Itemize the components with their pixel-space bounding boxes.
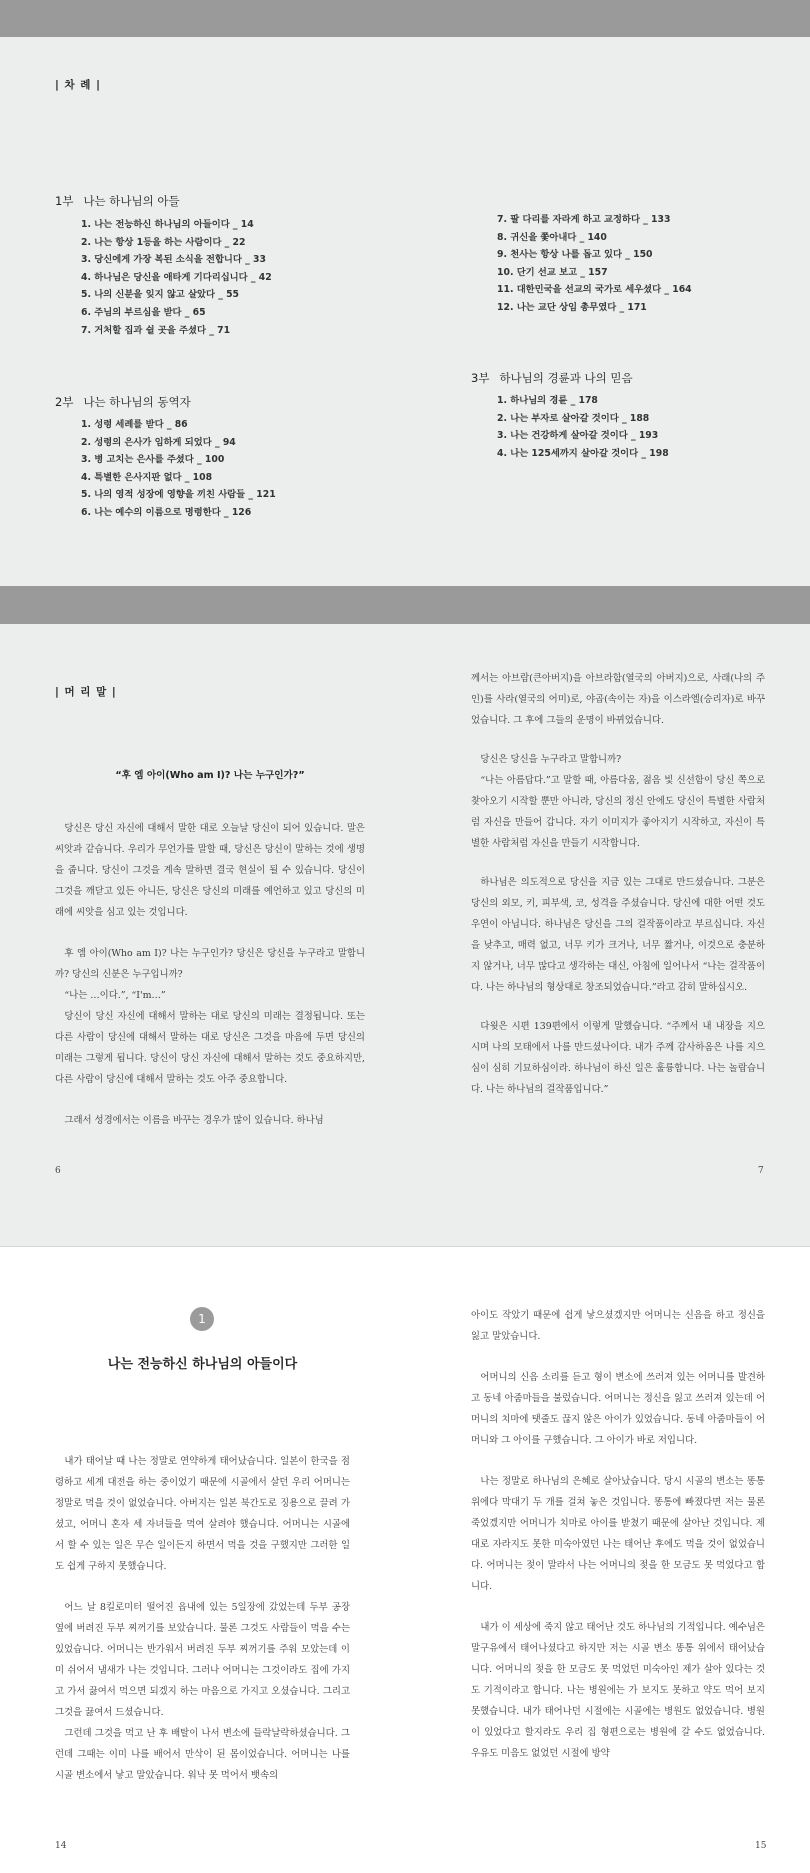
toc-item[interactable]: 7. 거처할 집과 쉴 곳을 주셨다 _ 71: [81, 324, 231, 336]
paragraph: 어느 날 8킬로미터 떨어진 읍내에 있는 5일장에 갔었는데 두부 공장 옆에 버려진 두부 찌꺼기를 보았습니다. 물론 그것도 사람들이 먹을 수는 있었습니다. 어머니는 반가워서 버려진 두부 찌꺼기를 주워 모았는데 이미 쉬어서 냄새가 나는 것입니다. 그러나 어머니는 그것이라도 집에 가지고 가서 끓여서 먹으면 되겠지 하는 마음으로 가지고 오셨습니다. 그리고 그것을 끓여서 드셨습니다.: [55, 1602, 350, 1718]
preface-quote-title: “후 엠 아이(Who am I)? 나는 누구인가?”: [115, 770, 305, 781]
paragraph: 아이도 작았기 때문에 쉽게 낳으셨겠지만 어머니는 신음을 하고 정신을 잃고 말았습니다.: [471, 1310, 765, 1342]
part-title: 나는 하나님의 아들: [83, 194, 180, 208]
toc-label: | 차 례 |: [55, 79, 101, 91]
toc-item[interactable]: 8. 귀신을 쫓아내다 _ 140: [497, 231, 607, 243]
toc-part-1-heading: [55, 193, 180, 209]
paragraph: 당신은 당신 자신에 대해서 말한 대로 오늘날 당신이 되어 있습니다. 말은 씨앗과 같습니다. 우리가 무언가를 말할 때, 당신은 당신이 말하는 것에 생명을 줍니다. 당신이 그것을 계속 말하면 결국 현실이 될 수 있습니다. 당신이 그것을 깨닫고 있든 아니든, 당신은 당신의 미래를 예언하고 있고 당신의 미래에 씨앗을 심고 있는 것입니다.: [55, 823, 365, 918]
page-number-left: 14: [55, 1841, 67, 1851]
chapter-right-text: [471, 1305, 765, 1764]
toc-item[interactable]: 4. 특별한 은사지판 없다 _ 108: [81, 471, 213, 483]
toc-item[interactable]: 5. 나의 신분을 잊지 않고 살았다 _ 55: [81, 289, 240, 301]
toc-part-2-heading: [55, 394, 191, 410]
page-number-left: 6: [55, 1166, 61, 1176]
toc-part-2-continued-list: [497, 211, 692, 317]
preface-right-text: [471, 668, 765, 1100]
toc-item[interactable]: 9. 천사는 항상 나를 돕고 있다 _ 150: [497, 249, 653, 261]
chapter-title: 나는 전능하신 하나님의 아들이다: [107, 1357, 298, 1372]
toc-item[interactable]: 1. 나는 전능하신 하나님의 아들이다 _ 14: [81, 219, 254, 230]
preface-left-text: [55, 818, 365, 1131]
paragraph: 당신은 당신을 누구라고 말합니까?: [480, 754, 622, 765]
part-number: 3부: [471, 371, 490, 385]
toc-part-1-list: [81, 216, 272, 339]
paragraph: “나는 아름답다.”고 말할 때, 아름다움, 젊음 빛 신선함이 당신 쪽으로 찾아오기 시작할 뿐만 아니라, 당신의 정신 안에도 당신이 특별한 사람처럼 자신을 만들어 갑니다. 자기 이미지가 좋아지기 시작하고, 자신이 특별한 사람처럼 자신을 만들기 시작합니다.: [471, 775, 765, 849]
toc-item[interactable]: 1. 성령 세례를 받다 _ 86: [81, 419, 188, 430]
part-title: 하나님의 경륜과 나의 믿음: [499, 371, 633, 385]
part-number: 1부: [55, 194, 74, 208]
toc-page: [0, 37, 810, 586]
toc-item[interactable]: 4. 하나님은 당신을 애타게 기다리십니다 _ 42: [81, 271, 272, 283]
top-band: [0, 0, 810, 37]
toc-item[interactable]: 2. 나는 항상 1등을 하는 사람이다 _ 22: [81, 236, 246, 248]
toc-part-3-list: [497, 392, 669, 462]
paragraph: 후 엠 아이(Who am I)? 나는 누구인가? 당신은 당신을 누구라고 말합니까? 당신의 신분은 누구입니까?: [55, 948, 365, 980]
preface-label: | 머 리 말 |: [55, 686, 117, 698]
middle-band: [0, 586, 810, 624]
paragraph: “나는 …이다.”, “I'm…”: [64, 990, 166, 1001]
paragraph: 당신이 당신 자신에 대해서 말하는 대로 당신의 미래는 결정됩니다. 또는 다른 사람이 당신에 대해서 말하는 대로 당신은 그것을 마음에 두면 당신의 미래는 그렇게 됩니다. 당신이 당신 자신에 대해서 말하는 것도 중요하지만, 다른 사람이 당신에 대해서 말하는 것도 아주 중요합니다.: [55, 1011, 365, 1085]
toc-item[interactable]: 6. 주님의 부르심을 받다 _ 65: [81, 306, 206, 318]
toc-part-3-heading: [471, 370, 633, 386]
chapter-left-text: [55, 1451, 350, 1786]
chapter-number-badge: 1: [190, 1307, 214, 1331]
page-number-right: 7: [758, 1166, 764, 1176]
toc-item[interactable]: 7. 팔 다리를 자라게 하고 교정하다 _ 133: [497, 214, 671, 225]
paragraph: 그런데 그것을 먹고 난 후 배탈이 나서 변소에 들락날락하셨습니다. 그런데 그때는 이미 나를 배어서 만삭이 된 몸이었습니다. 어머니는 나를 시골 변소에서 낳고 말았습니다. 워낙 못 먹어서 뱃속의: [55, 1728, 350, 1781]
toc-item[interactable]: 3. 당신에게 가장 복된 소식을 전합니다 _ 33: [81, 254, 266, 266]
toc-part-2-list: [81, 416, 276, 522]
toc-item[interactable]: 5. 나의 영적 성장에 영향을 끼친 사람들 _ 121: [81, 489, 276, 501]
paragraph: 나는 정말로 하나님의 은혜로 살아났습니다. 당시 시골의 변소는 똥통 위에다 막대기 두 개를 걸쳐 놓은 것입니다. 똥통에 빠졌다면 저는 물론 죽었겠지만 어머니가 치마로 아이를 받쳤기 때문에 살아난 것입니다. 제대로 자라지도 못한 미숙아였던 나는 태어난 후에도 먹을 것이 없었습니다. 어머니는 젖이 말라서 나는 어머니의 젖을 한 모금도 못 먹었다고 합니다.: [471, 1476, 765, 1592]
chapter-spread: [0, 1247, 810, 1873]
paragraph: 다윗은 시편 139편에서 이렇게 말했습니다. “주께서 내 내장을 지으시며 나의 모태에서 나를 만드셨나이다. 내가 주께 감사하옴은 나를 지으심이 심히 기묘하심이라. 하나님이 하신 일은 훌륭합니다. 나는 놀랍습니다. 나는 하나님의 걸작품입니다.”: [471, 1021, 765, 1095]
page-number-right: 15: [755, 1841, 767, 1851]
toc-item[interactable]: 12. 나는 교단 상임 총무였다 _ 171: [497, 301, 647, 313]
toc-item[interactable]: 10. 단기 선교 보고 _ 157: [497, 266, 608, 278]
toc-item[interactable]: 11. 대한민국을 선교의 국가로 세우셨다 _ 164: [497, 284, 692, 296]
part-number: 2부: [55, 395, 74, 409]
toc-item[interactable]: 3. 나는 건강하게 살아갈 것이다 _ 193: [497, 430, 659, 442]
toc-item[interactable]: 3. 병 고치는 은사를 주셨다 _ 100: [81, 454, 225, 466]
preface-spread: [0, 624, 810, 1246]
toc-item[interactable]: 2. 나는 부자로 살아갈 것이다 _ 188: [497, 412, 650, 424]
paragraph: 어머니의 신음 소리를 듣고 형이 변소에 쓰러져 있는 어머니를 발견하고 동네 아줌마들을 불렀습니다. 어머니는 정신을 잃고 쓰러져 있는데 어머니의 치마에 탯줄도 끊지 않은 아이가 있었습니다. 동네 아줌마들이 어머니와 그 아이를 구했습니다. 그 아이가 바로 저입니다.: [471, 1372, 765, 1446]
toc-item[interactable]: 2. 성령의 은사가 임하게 되었다 _ 94: [81, 436, 236, 448]
paragraph: 께서는 아브람(큰아버지)을 아브라함(열국의 아버지)으로, 사래(나의 주인)를 사라(열국의 어미)로, 야곱(속이는 자)을 이스라엘(승리자)로 바꾸었습니다. 그 후에 그들의 운명이 바뀌었습니다.: [471, 673, 765, 726]
toc-item[interactable]: 4. 나는 125세까지 살아갈 것이다 _ 198: [497, 447, 669, 459]
toc-item[interactable]: 6. 나는 예수의 이름으로 명령한다 _ 126: [81, 506, 252, 518]
part-title: 나는 하나님의 동역자: [83, 395, 191, 409]
paragraph: 그래서 성경에서는 이름을 바꾸는 경우가 많이 있습니다. 하나님: [64, 1115, 324, 1126]
toc-item[interactable]: 1. 하나님의 경륜 _ 178: [497, 395, 598, 406]
paragraph: 하나님은 의도적으로 당신을 지금 있는 그대로 만드셨습니다. 그분은 당신의 외모, 키, 피부색, 코, 성격을 주셨습니다. 당신에 대한 어떤 것도 우연이 아닙니다. 하나님은 당신을 그의 걸작품이라고 부르십니다. 자신을 낮추고, 매력 없고, 너무 키가 크거나, 너무 짧거나, 이것으로 충분하지 않거나, 너무 많다고 생각하는 대신, 아침에 일어나서 “나는 걸작품이다. 나는 하나님의 형상대로 창조되었습니다.”라고 감히 말하십시오.: [471, 877, 765, 993]
paragraph: 내가 이 세상에 죽지 않고 태어난 것도 하나님의 기적입니다. 예수님은 말구유에서 태어나셨다고 하지만 저는 시골 변소 똥통 위에서 태어났습니다. 어머니의 젖을 한 모금도 못 먹었던 미숙아인 제가 살아 있다는 것도 기적이라고 합니다. 나는 병원에는 가 보지도 못하고 약도 먹어 보지 못했습니다. 내가 태어나던 시절에는 시골에는 병원도 없었습니다. 병원이 있었다고 할지라도 우리 집 형편으로는 병원에 갈 수도 없었습니다. 우유도 미음도 없었던 시절에 방약: [471, 1622, 765, 1759]
paragraph: 내가 태어날 때 나는 정말로 연약하게 태어났습니다. 일본이 한국을 점령하고 세계 대전을 하는 중이었기 때문에 시골에서 살던 우리 어머니는 정말로 먹을 것이 없었습니다. 아버지는 일본 북간도로 징용으로 끌려 가셨고, 어머니 혼자 세 자녀들을 먹여 살려야 했습니다. 어머니는 시골에서 할 수 있는 일은 무슨 일이든지 하면서 먹을 것을 구했지만 그러한 일도 쉽게 구하지 못했습니다.: [55, 1456, 350, 1572]
